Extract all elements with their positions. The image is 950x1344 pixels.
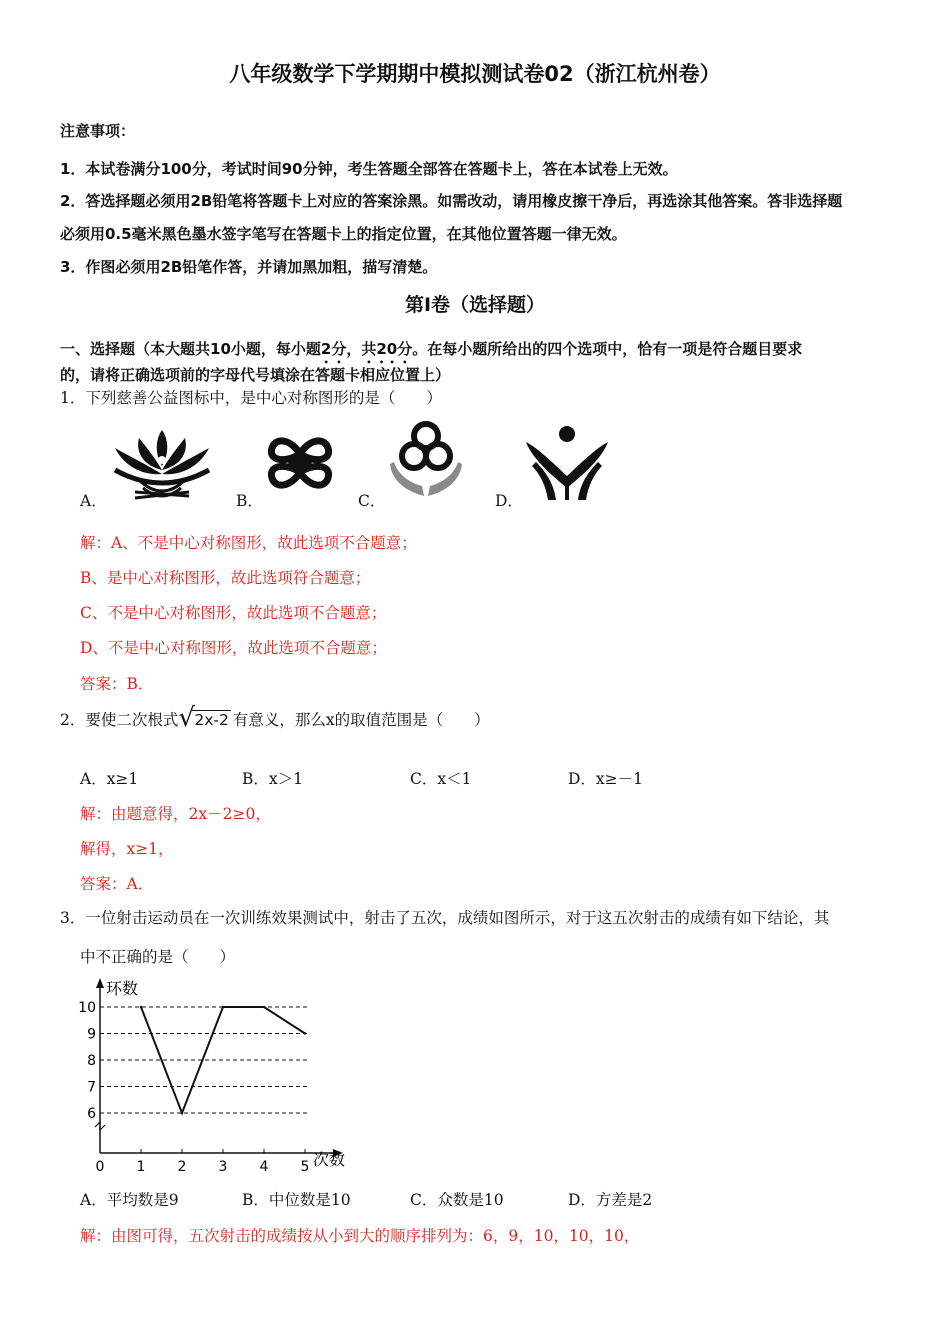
- person-w-logo-icon: [524, 424, 610, 502]
- data-point-1: [140, 1006, 142, 1008]
- y-tick-label-6: 6: [87, 1106, 96, 1122]
- q2-stem: 2．要使二次根式 √ 2x-2 有意义，那么x的取值范围是（ ）: [60, 703, 490, 733]
- y-axis-arrow: [96, 978, 104, 988]
- part-title: 第Ⅰ卷（选择题）: [404, 294, 546, 316]
- x-tick-label-2: 2: [177, 1159, 187, 1174]
- q1-answer: 答案：B．: [80, 675, 154, 693]
- q2-answer: 答案：A．: [80, 875, 154, 893]
- y-tick-label-10: 10: [78, 1000, 96, 1016]
- sqrt-expression: √ 2x-2: [178, 703, 229, 733]
- section-line-1: 一、选择题（本大题共10小题，每小题2分，共20分。在每小题所给出的四个选项中，恰有一项是符合题目要求: [60, 340, 803, 358]
- data-point-2: [181, 1112, 183, 1114]
- y-tick-label-8: 8: [87, 1053, 96, 1069]
- q2-option-a: A．x≥1: [80, 770, 139, 788]
- q1-stem: 1．下列慈善公益图标中，是中心对称图形的是（ ）: [60, 389, 442, 407]
- x-axis-label: 次数: [313, 1150, 346, 1169]
- x-tick-label-4: 4: [259, 1159, 269, 1174]
- x-tick-label-5: 5: [300, 1159, 310, 1174]
- x-tick-label-3: 3: [218, 1159, 228, 1174]
- notice-item-1: 1．本试卷满分100分，考试时间90分钟，考生答题全部答在答题卡上，答在本试卷上无效。: [60, 160, 678, 178]
- q3-option-c: C．众数是10: [410, 1191, 504, 1209]
- q1-solution-4: D、不是中心对称图形，故此选项不合题意；: [80, 639, 387, 657]
- q3-option-a: A．平均数是9: [80, 1191, 179, 1209]
- x-tick-label-1: 1: [136, 1159, 146, 1174]
- q2-solution-1: 解：由题意得，2x－2≥0，: [80, 805, 271, 823]
- q2-solution-2: 解得，x≥1，: [80, 840, 174, 858]
- section-line-2: 的，请将正确选项前的字母代号填涂在答题卡相应位置上）: [60, 366, 451, 384]
- q2-option-d: D．x≥－1: [568, 770, 644, 788]
- page-title: 八年级数学下学期期中模拟测试卷02（浙江杭州卷）: [229, 62, 721, 86]
- lotus-logo-icon: [105, 426, 220, 501]
- data-point-3: [222, 1006, 224, 1008]
- notice-item-2b: 必须用0.5毫米黑色墨水签字笔写在答题卡上的指定位置，在其他位置答题一律无效。: [60, 225, 627, 243]
- q1-solution-2: B、是中心对称图形，故此选项符合题意；: [80, 569, 371, 587]
- hands-heart-logo-icon: [386, 416, 466, 500]
- data-point-4: [263, 1006, 265, 1008]
- q1-option-b: B．: [236, 492, 263, 510]
- q2-option-c: C．x＜1: [410, 770, 472, 788]
- y-tick-label-9: 9: [87, 1026, 96, 1043]
- q1-solution-3: C、不是中心对称图形，故此选项不合题意；: [80, 604, 387, 622]
- q3-option-d: D．方差是2: [568, 1191, 653, 1209]
- data-point-5: [304, 1032, 306, 1034]
- x-tick-label-0: 0: [95, 1159, 105, 1174]
- q3-stem-2: 中不正确的是（ ）: [80, 948, 236, 966]
- q1-solution-1: 解：A、不是中心对称图形，故此选项不合题意；: [80, 534, 417, 552]
- y-axis-label: 环数: [106, 979, 139, 998]
- heart-knot-logo-icon: [262, 424, 338, 502]
- notice-item-3: 3．作图必须用2B铅笔作答，并请加黑加粗，描写清楚。: [60, 258, 438, 276]
- axis-break: [95, 1122, 105, 1130]
- notice-item-2a: 2．答选择题必须用2B铅笔将答题卡上对应的答案涂黑。如需改动，请用橡皮擦干净后，再选涂其他答案。答非选择题: [60, 192, 843, 210]
- q1-option-c: C．: [358, 492, 386, 510]
- q3-solution-1: 解：由图可得，五次射击的成绩按从小到大的顺序排列为：6，9，10，10，10，: [80, 1227, 640, 1245]
- notice-heading: 注意事项：: [60, 122, 136, 140]
- q1-option-d: D．: [495, 492, 523, 510]
- q2-option-b: B．x＞1: [242, 770, 303, 788]
- q3-option-b: B．中位数是10: [242, 1191, 351, 1209]
- q1-option-a: A．: [80, 492, 107, 510]
- score-line-chart: [72, 974, 362, 1174]
- q3-stem-1: 3．一位射击运动员在一次训练效果测试中，射击了五次，成绩如图所示，对于这五次射击的成绩有如下结论，其: [60, 909, 830, 927]
- y-tick-label-7: 7: [87, 1079, 96, 1096]
